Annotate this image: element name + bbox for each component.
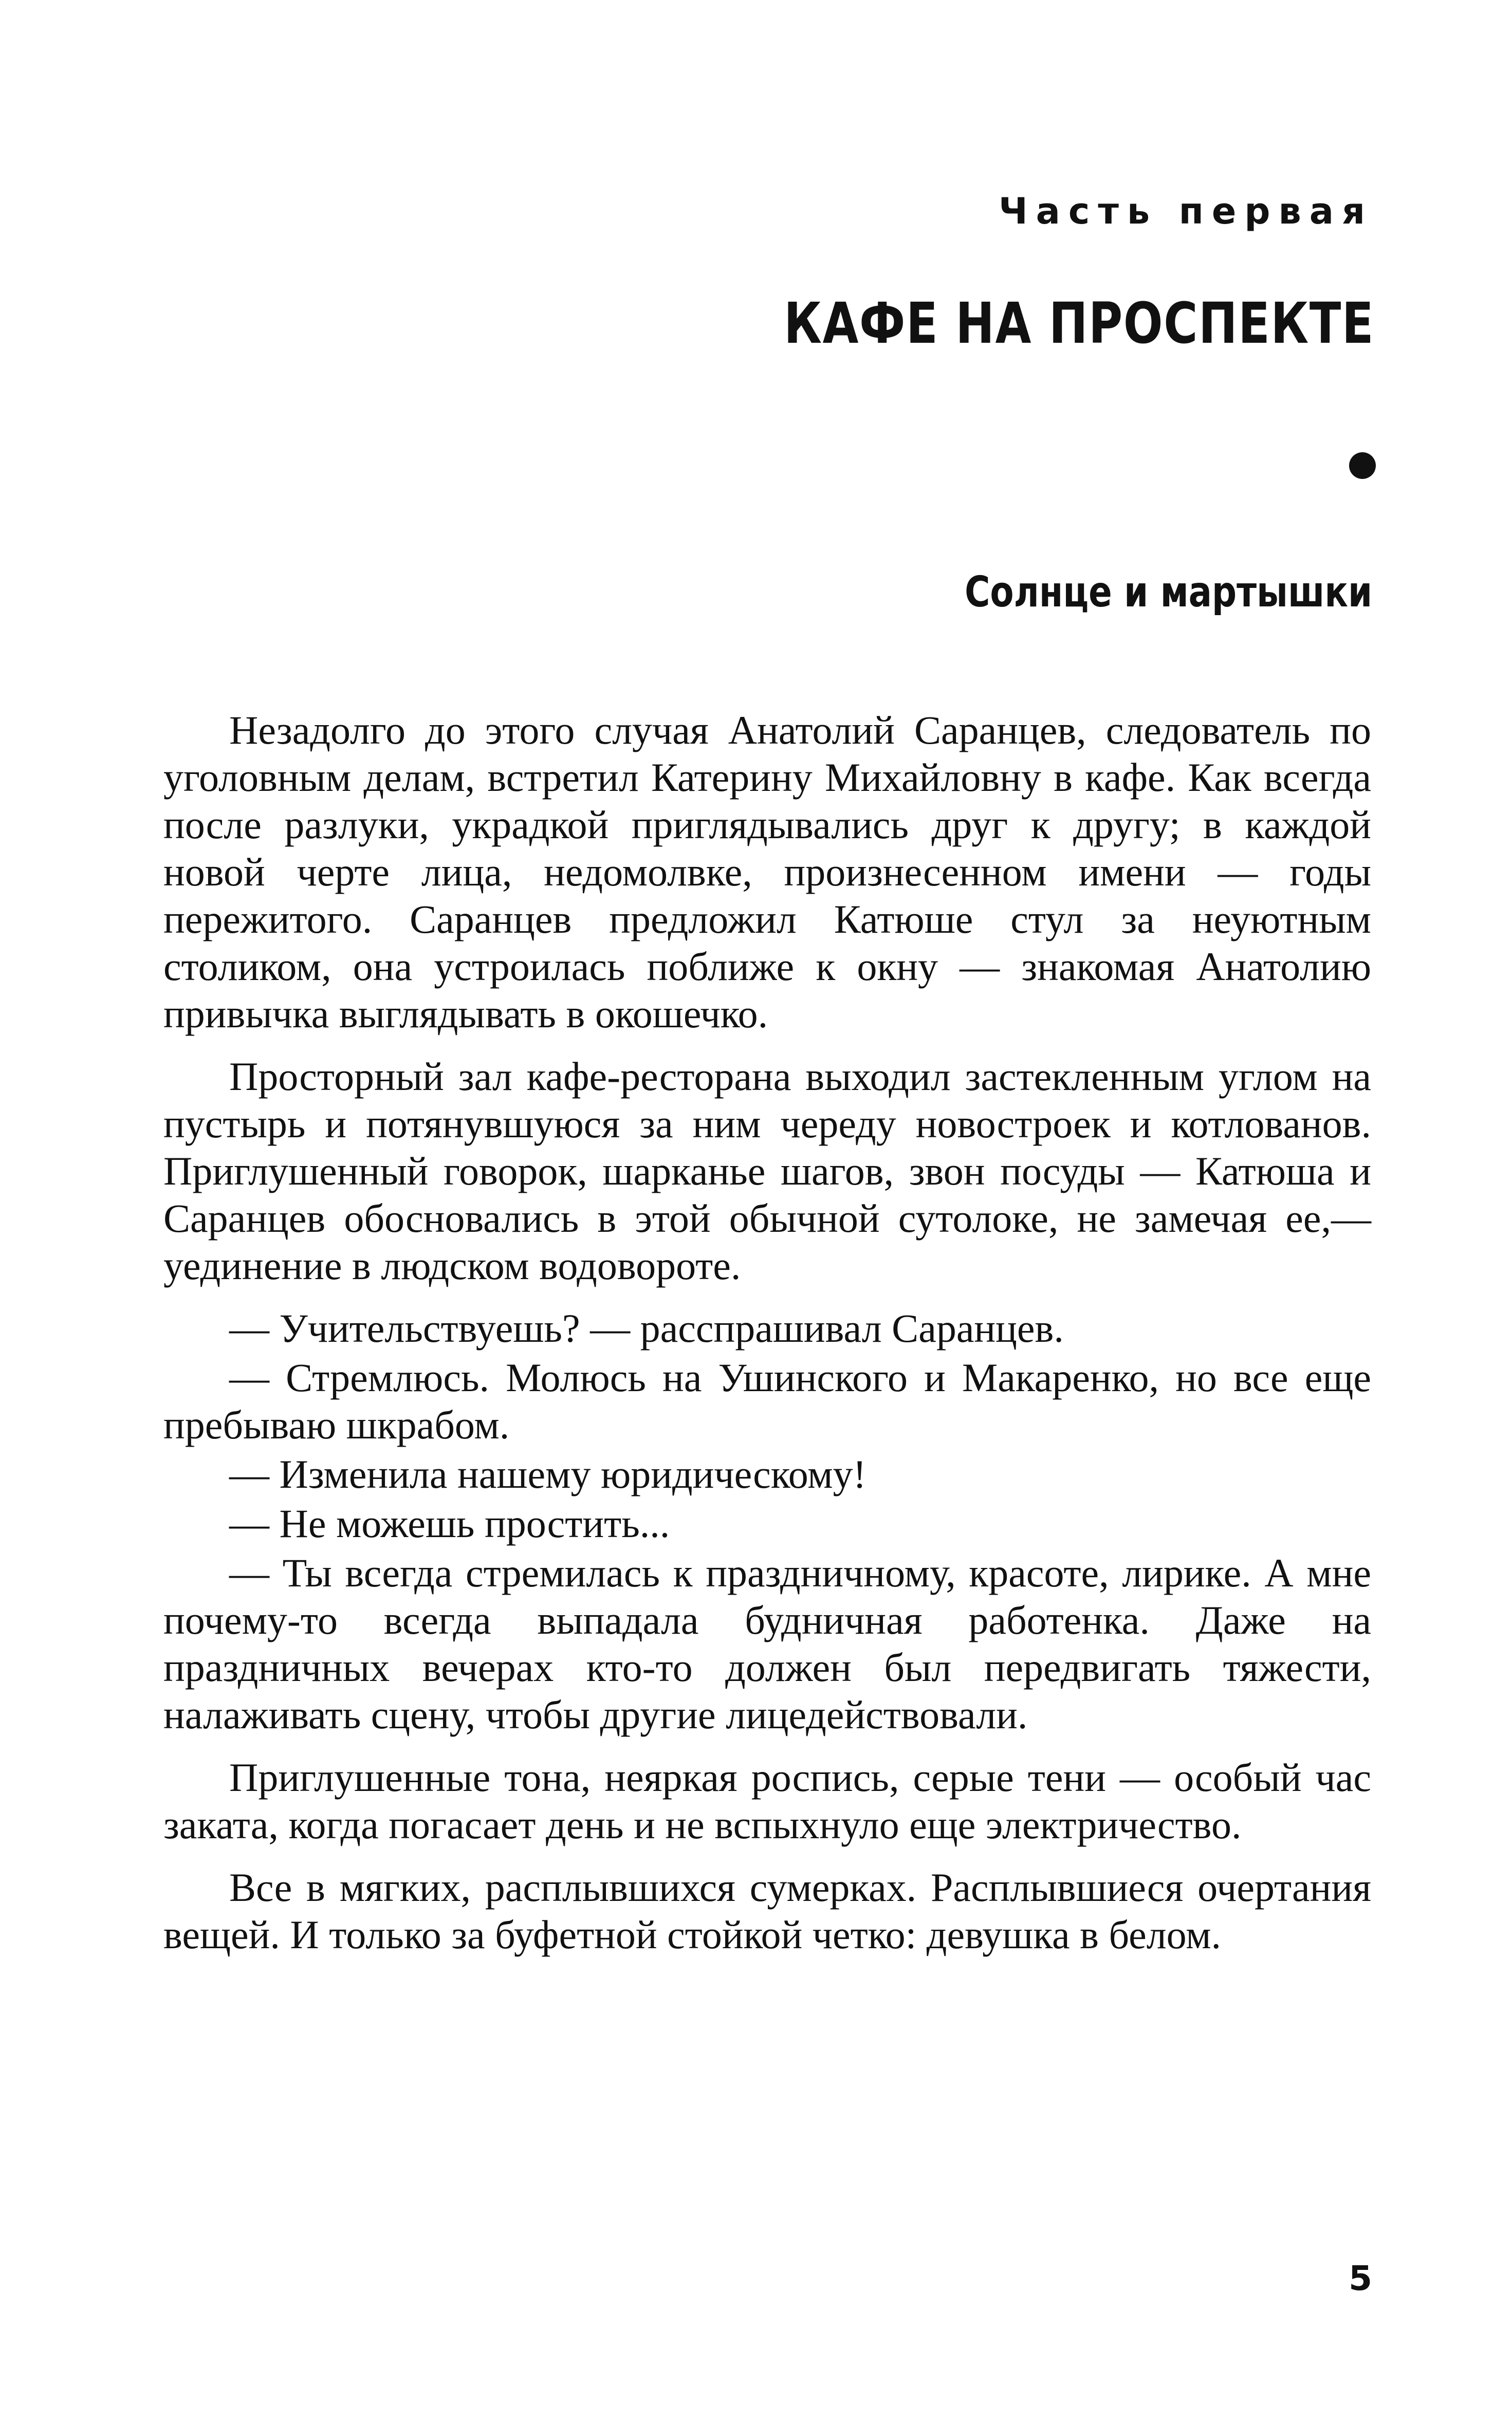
dialogue-line: — Учительствуешь? — расспрашивал Саранцев. [229,1306,1064,1351]
dialogue-line: — Не можешь простить... [229,1501,670,1546]
dialogue-line: — Ты всегда стремилась к праздничному, красоте, лирике. А мне почему-то всегда выпадала будничная работенка. Даже на праздничных вечерах кто-то должен был передвигать тяжести, налаживать сцену, чтобы другие лицедействовали. [163,1550,1371,1737]
bullet-ornament [1349,452,1376,479]
part-label: Часть первая [999,190,1373,232]
page-number: 5 [1349,2259,1372,2298]
chapter-title: Солнце и мартышки [964,568,1372,617]
paragraph: Приглушенные тона, неяркая роспись, серые тени — особый час заката, когда погасает день и не вспыхнуло еще электричество. [163,1755,1371,1847]
paragraph: Все в мягких, расплывшихся сумерках. Расплывшиеся очертания вещей. И только за буфетной стойкой четко: девушка в белом. [163,1865,1371,1957]
body-text [163,707,1371,1974]
part-title: КАФЕ НА ПРОСПЕКТЕ [783,290,1374,356]
paragraph: Незадолго до этого случая Анатолий Саранцев, следователь по уголовным делам, встретил Катерину Михайловну в кафе. Как всегда после разлуки, украдкой приглядывались друг к другу; в каждой новой черте лица, недомолвке, произнесенном имени — годы пережитого. Саранцев предложил Катюше стул за неуютным столиком, она устроилась поближе к окну — знакомая Анатолию привычка выглядывать в окошечко. [163,708,1371,1036]
paragraph: Просторный зал кафе-ресторана выходил застекленным углом на пустырь и потянувшуюся за ним череду новостроек и котлованов. Приглушенный говорок, шарканье шагов, звон посуды — Катюша и Саранцев обосновались в этой обычной сутолоке, не замечая ее,— уединение в людском водовороте. [163,1054,1371,1288]
dialogue-line: — Изменила нашему юридическому! [229,1452,866,1496]
dialogue-line: — Стремлюсь. Молюсь на Ушинского и Макаренко, но все еще пребываю шкрабом. [163,1355,1371,1447]
